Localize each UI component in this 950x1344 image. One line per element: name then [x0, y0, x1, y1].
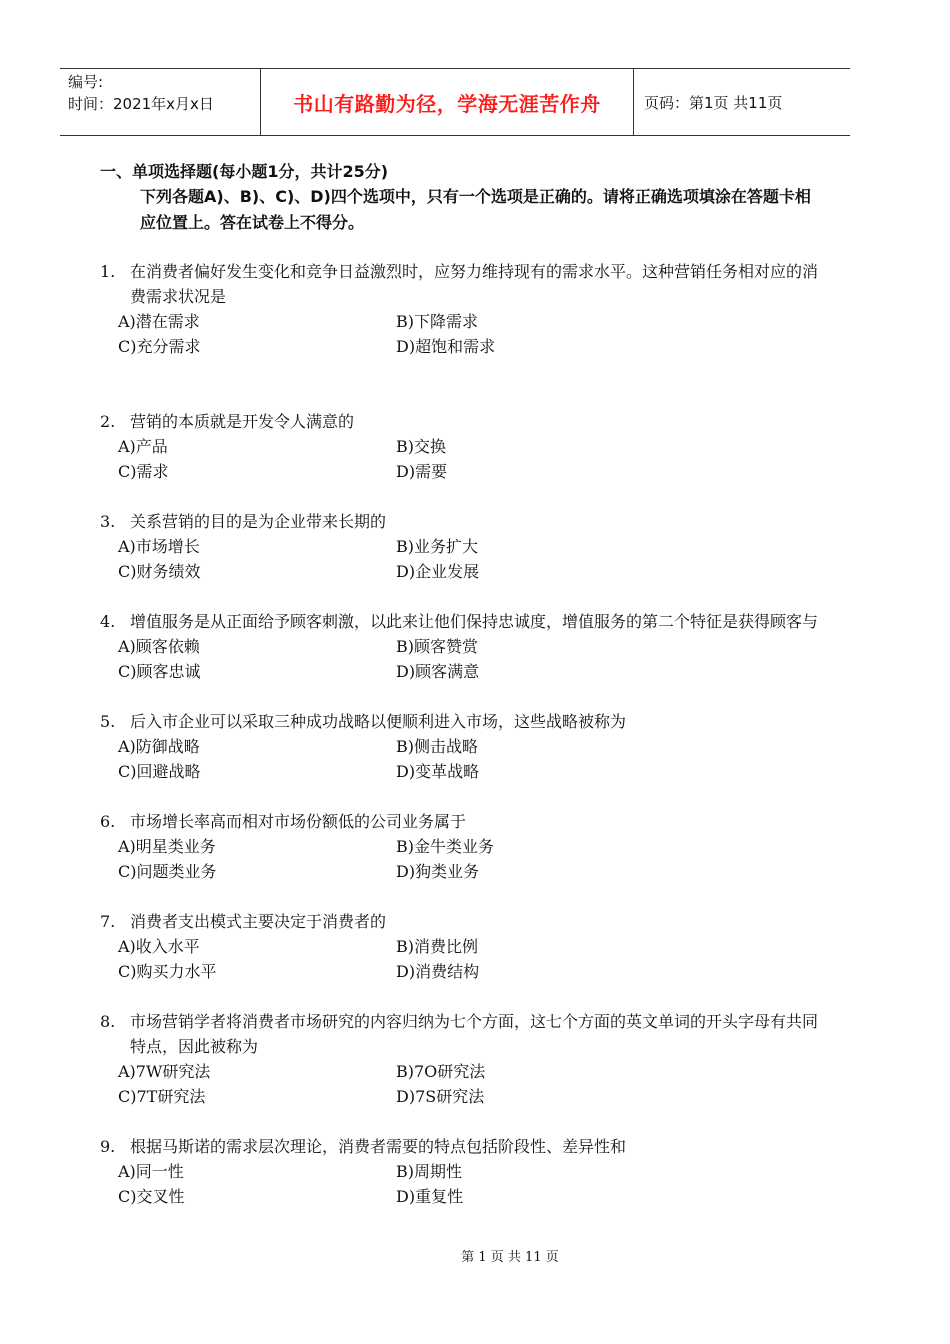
question-stem: 在消费者偏好发生变化和竞争日益激烈时，应努力维持现有的需求水平。这种营销任务相对应的消费需求状况是: [130, 262, 819, 306]
option-d: D)企业发展: [396, 562, 480, 581]
option-b: B)侧击战略: [396, 737, 479, 756]
question-number: 7.: [100, 912, 116, 931]
question-stem: 增值服务是从正面给予顾客刺激，以此来让他们保持忠诚度，增值服务的第二个特征是获得顾客与: [130, 612, 819, 631]
option-b: B)顾客赞赏: [396, 637, 479, 656]
question-stem: 关系营销的目的是为企业带来长期的: [130, 512, 387, 531]
question-stem: 后入市企业可以采取三种成功战略以便顺利进入市场，这些战略被称为: [130, 712, 627, 731]
question-6: [100, 809, 820, 884]
page-header: [60, 68, 850, 136]
option-d: D)需要: [396, 462, 448, 481]
option-c: C)顾客忠诚: [118, 662, 201, 681]
option-b: B)消费比例: [396, 937, 479, 956]
option-b: B)交换: [396, 437, 447, 456]
question-2: [100, 409, 820, 484]
option-b: B)金牛类业务: [396, 837, 495, 856]
option-b: B)7O研究法: [396, 1062, 486, 1081]
option-a: A)防御战略: [118, 737, 200, 756]
question-stem: 营销的本质就是开发令人满意的: [130, 412, 355, 431]
question-number: 5.: [100, 712, 116, 731]
question-list: [100, 259, 820, 1234]
option-a: A)同一性: [118, 1162, 184, 1181]
question-stem: 市场增长率高而相对市场份额低的公司业务属于: [130, 812, 467, 831]
option-c: C)回避战略: [118, 762, 201, 781]
option-a: A)明星类业务: [118, 837, 216, 856]
option-a: A)潜在需求: [118, 312, 200, 331]
header-page-code: 页码：第1页 共11页: [644, 93, 783, 112]
option-c: C)充分需求: [118, 337, 201, 356]
option-c: C)问题类业务: [118, 862, 217, 881]
question-8: [100, 1009, 820, 1109]
serial-label: 编号:: [68, 73, 104, 91]
question-number: 6.: [100, 812, 116, 831]
option-c: C)交叉性: [118, 1187, 185, 1206]
question-stem: 根据马斯诺的需求层次理论，消费者需要的特点包括阶段性、差异性和: [130, 1137, 627, 1156]
option-d: D)消费结构: [396, 962, 480, 981]
section-header: [100, 160, 820, 236]
question-number: 4.: [100, 612, 116, 631]
option-d: D)变革战略: [396, 762, 480, 781]
header-info: [60, 69, 261, 135]
question-7: [100, 909, 820, 984]
question-9: [100, 1134, 820, 1209]
time-line: 时间：2021年x月x日: [68, 95, 214, 113]
option-a: A)产品: [118, 437, 168, 456]
section-title: 一、单项选择题(每小题1分，共计25分): [100, 162, 389, 181]
question-stem: 市场营销学者将消费者市场研究的内容归纳为七个方面，这七个方面的英文单词的开头字母有共同特点，因此被称为: [130, 1012, 819, 1056]
question-number: 2.: [100, 412, 116, 431]
option-b: B)周期性: [396, 1162, 463, 1181]
option-c: C)财务绩效: [118, 562, 201, 581]
option-c: C)7T研究法: [118, 1087, 206, 1106]
option-d: D)顾客满意: [396, 662, 480, 681]
question-number: 9.: [100, 1137, 116, 1156]
question-3: [100, 509, 820, 584]
section-instructions: 下列各题A)、B)、C)、D)四个选项中，只有一个选项是正确的。请将正确选项填涂在答题卡相应位置上。答在试卷上不得分。: [140, 187, 811, 232]
question-number: 8.: [100, 1012, 116, 1031]
option-d: D)超饱和需求: [396, 337, 496, 356]
option-d: D)狗类业务: [396, 862, 480, 881]
option-a: A)收入水平: [118, 937, 200, 956]
option-a: A)顾客依赖: [118, 637, 200, 656]
option-d: D)重复性: [396, 1187, 464, 1206]
option-b: B)下降需求: [396, 312, 479, 331]
option-c: C)需求: [118, 462, 169, 481]
question-1: [100, 259, 820, 359]
option-c: C)购买力水平: [118, 962, 217, 981]
header-motto: 书山有路勤为径，学海无涯苦作舟: [293, 91, 601, 116]
question-number: 3.: [100, 512, 116, 531]
option-a: A)市场增长: [118, 537, 200, 556]
question-stem: 消费者支出模式主要决定于消费者的: [130, 912, 387, 931]
option-d: D)7S研究法: [396, 1087, 485, 1106]
question-number: 1.: [100, 262, 116, 281]
page-footer: 第 1 页 共 11 页: [461, 1250, 559, 1265]
option-a: A)7W研究法: [118, 1062, 211, 1081]
question-4: [100, 609, 820, 684]
header-motto-cell: [261, 69, 634, 135]
question-5: [100, 709, 820, 784]
option-b: B)业务扩大: [396, 537, 479, 556]
